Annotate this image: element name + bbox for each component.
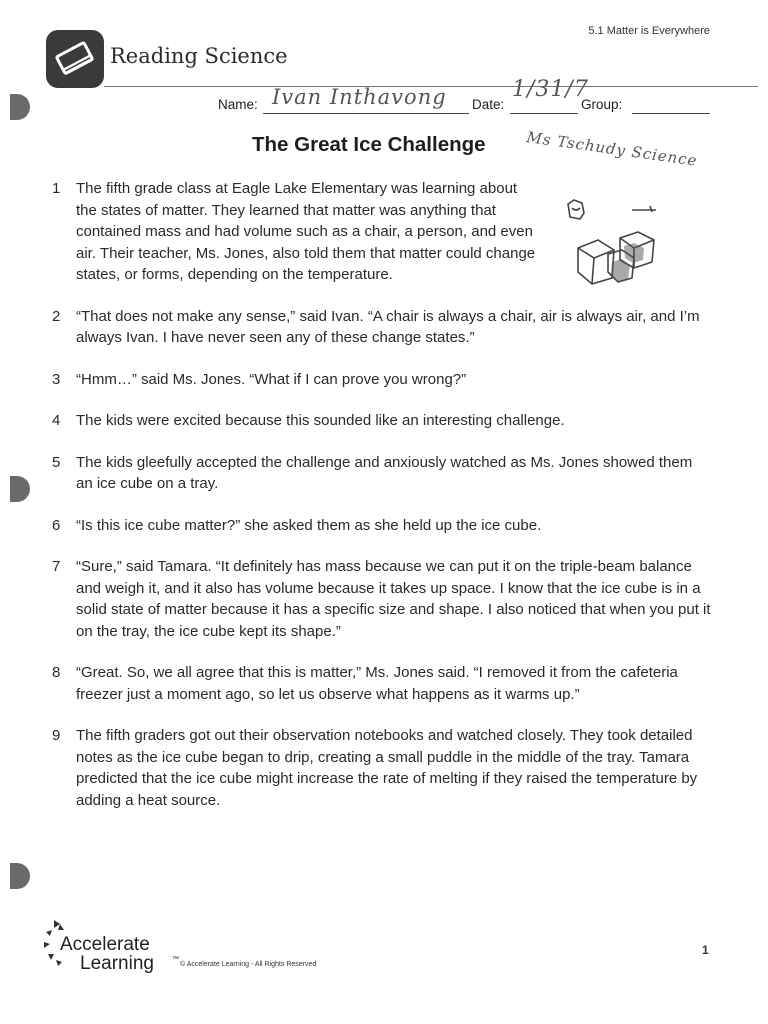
binder-hole bbox=[10, 863, 30, 889]
paragraph-text: “Great. So, we all agree that this is matter,” Ms. Jones said. “I removed it from the cafeteria freezer just a moment ago, so let us observe what happens as it warms up.” bbox=[76, 664, 678, 703]
trademark: ™ bbox=[172, 956, 179, 963]
paragraph bbox=[52, 306, 712, 349]
page-number: 1 bbox=[702, 943, 709, 957]
paragraph-number: 3 bbox=[52, 370, 61, 388]
name-value: Ivan Inthavong bbox=[272, 85, 447, 109]
date-label: Date: bbox=[472, 97, 505, 112]
paragraph-text: “That does not make any sense,” said Ivan. “A chair is always a chair, air is always air, and I’m always Ivan. I have never seen any of these change states.” bbox=[76, 307, 700, 346]
footer-brand-line1: Accelerate bbox=[60, 934, 150, 955]
paragraph bbox=[52, 515, 712, 537]
paragraph-number: 6 bbox=[52, 516, 61, 534]
paragraph bbox=[52, 410, 712, 432]
brand-title: Reading Science bbox=[110, 44, 288, 68]
paragraph-text: The fifth graders got out their observation notebooks and watched closely. They took detailed notes as the ice cube began to drip, creating a small puddle in the middle of the tray. Tamara predicted that the ice cube might increase the rate of melting if they raised the temperature by adding a heat source. bbox=[76, 727, 698, 809]
group-field[interactable] bbox=[632, 113, 710, 114]
name-label: Name: bbox=[218, 97, 258, 112]
group-label: Group: bbox=[581, 97, 623, 112]
binder-hole bbox=[10, 94, 30, 120]
paragraph-number: 7 bbox=[52, 558, 61, 575]
lesson-label: 5.1 Matter is Everywhere bbox=[588, 25, 710, 37]
page-title: The Great Ice Challenge bbox=[252, 133, 486, 156]
book-icon bbox=[46, 30, 104, 88]
paragraph bbox=[52, 178, 712, 286]
paragraph-text: “Sure,” said Tamara. “It definitely has mass because we can put it on the triple-beam balance and weigh it, and it also has volume because it takes up space. I know that the ice cube is in a solid state of matter because it has a specific size and shape. I also noticed that when you put it on the tray, the ice cube kept its shape.” bbox=[76, 558, 711, 640]
date-field[interactable] bbox=[510, 113, 578, 114]
paragraph-number: 2 bbox=[52, 307, 61, 325]
paragraph-number: 4 bbox=[52, 412, 61, 429]
paragraph-text: The kids gleefully accepted the challenge and anxiously watched as Ms. Jones showed them an ice cube on a tray. bbox=[76, 453, 693, 492]
paragraph-text: The kids were excited because this sounded like an interesting challenge. bbox=[76, 412, 565, 429]
paragraph bbox=[52, 662, 712, 705]
paragraph-number: 5 bbox=[52, 453, 61, 471]
paragraph-text: The fifth grade class at Eagle Lake Elementary was learning about the states of matter. They learned that matter was anything that contained mass and had volume such as a chair, a person, and even air. Their teacher, Ms. Jones, also told them that matter could change states, or forms, depending on the temperature. bbox=[76, 180, 536, 283]
copyright-text: © Accelerate Learning - All Rights Reserved bbox=[180, 961, 317, 968]
name-field[interactable] bbox=[263, 113, 469, 114]
paragraph-number: 9 bbox=[52, 727, 61, 744]
paragraph-number: 1 bbox=[52, 180, 61, 197]
paragraph bbox=[52, 369, 712, 391]
paragraph bbox=[52, 556, 712, 642]
paragraph bbox=[52, 725, 712, 811]
paragraph-number: 8 bbox=[52, 664, 61, 681]
binder-hole bbox=[10, 476, 30, 502]
paragraph-text: “Is this ice cube matter?” she asked them as she held up the ice cube. bbox=[76, 516, 542, 534]
paragraph bbox=[52, 452, 712, 495]
date-value: 1/31/7 bbox=[512, 77, 589, 102]
story-paragraphs bbox=[52, 178, 712, 831]
paragraph-text: “Hmm…” said Ms. Jones. “What if I can prove you wrong?” bbox=[76, 370, 467, 388]
footer-brand-line2: Learning bbox=[80, 953, 154, 974]
handwritten-note: Ms Tschudy Science bbox=[525, 128, 699, 170]
